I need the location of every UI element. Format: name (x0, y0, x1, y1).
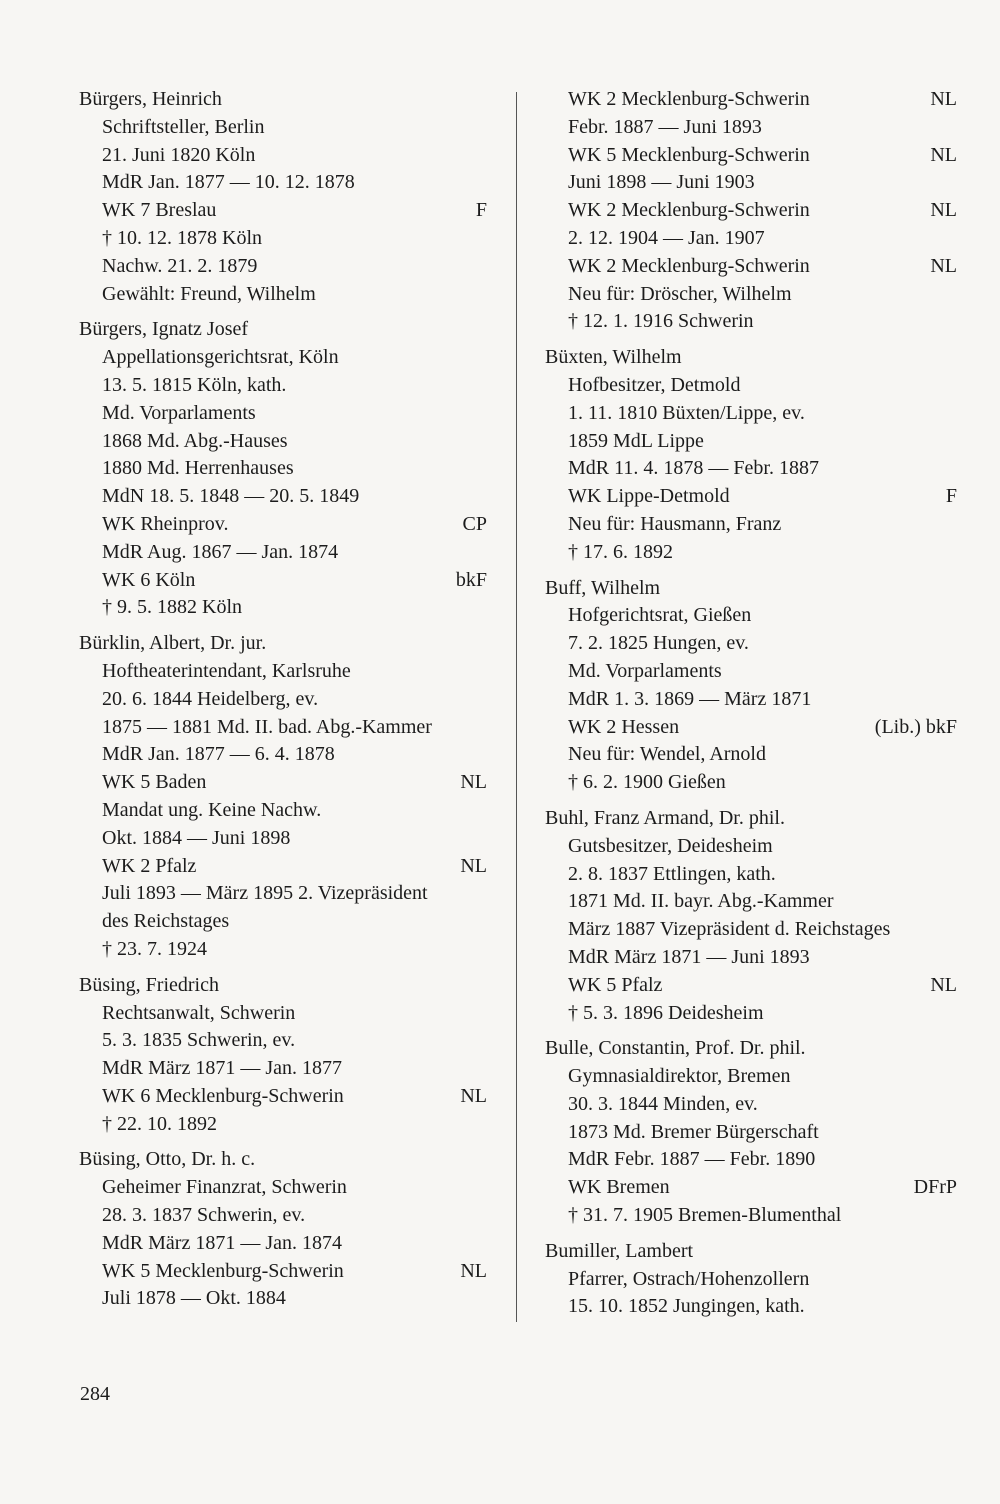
entry-line-text: MdR Jan. 1877 — 10. 12. 1878 (102, 171, 355, 194)
biography-entry (545, 1035, 957, 1230)
entry-name-text: Büsing, Friedrich (79, 973, 219, 996)
entry-line-text: Juni 1898 — Juni 1903 (568, 171, 755, 194)
entry-line-text: MdR Jan. 1877 — 6. 4. 1878 (102, 743, 335, 766)
entry-line-text: † 17. 6. 1892 (568, 540, 673, 563)
entry-line-text: † 5. 3. 1896 Deidesheim (568, 1001, 764, 1024)
entry-name (79, 86, 487, 114)
entry-line-text: Hofbesitzer, Detmold (568, 373, 741, 396)
entry-line (545, 539, 957, 567)
entry-line (545, 916, 957, 944)
entry-line-text: 1871 Md. II. bayr. Abg.-Kammer (568, 890, 834, 913)
entry-line-text: MdR März 1871 — Jan. 1877 (102, 1057, 342, 1080)
entry-line-text: † 6. 2. 1900 Gießen (568, 771, 726, 794)
entry-line-text: Gymnasialdirektor, Bremen (568, 1065, 791, 1088)
party-abbreviation: NL (930, 199, 957, 222)
entry-line-text: WK 7 Breslau (102, 199, 217, 222)
entry-line-text: † 9. 5. 1882 Köln (102, 596, 242, 619)
entry-line-text: MdR März 1871 — Jan. 1874 (102, 1231, 342, 1254)
party-abbreviation: NL (930, 88, 957, 110)
entry-line-text: 20. 6. 1844 Heidelberg, ev. (102, 687, 319, 710)
entry-line-text: 1875 — 1881 Md. II. bad. Abg.-Kammer (102, 715, 432, 738)
entry-line (545, 630, 957, 658)
entry-line (545, 253, 957, 281)
entry-name (545, 805, 957, 833)
entry-line (545, 972, 957, 1000)
entry-line (545, 114, 957, 142)
party-abbreviation: NL (460, 1084, 487, 1107)
biography-entry (79, 316, 487, 622)
entry-line-text: MdR 11. 4. 1878 — Febr. 1887 (568, 457, 819, 480)
entry-line (545, 686, 957, 714)
entry-line (545, 1063, 957, 1091)
entry-line-text: Gewählt: Freund, Wilhelm (102, 282, 316, 305)
entry-line (79, 114, 487, 142)
entry-line (79, 1202, 487, 1230)
entry-name (545, 1238, 957, 1266)
entry-line (545, 372, 957, 400)
entry-line-text: Neu für: Hausmann, Franz (568, 512, 782, 535)
entry-line (79, 455, 487, 483)
entry-line (79, 400, 487, 428)
entry-line-text: 5. 3. 1835 Schwerin, ev. (102, 1029, 296, 1052)
entry-line (79, 936, 487, 964)
biography-entry (79, 972, 487, 1139)
entry-name-text: Bürgers, Ignatz Josef (79, 318, 249, 341)
entry-line-text: 2. 8. 1837 Ettlingen, kath. (568, 862, 776, 885)
party-abbreviation: NL (930, 254, 957, 277)
entry-line-text: 1. 11. 1810 Büxten/Lippe, ev. (568, 401, 805, 424)
entry-line (545, 833, 957, 861)
entry-line-text: Okt. 1884 — Juni 1898 (102, 826, 291, 849)
entry-line (79, 511, 487, 539)
entry-line (545, 428, 957, 456)
entry-line-text: Hofgerichtsrat, Gießen (568, 604, 752, 627)
entry-line-text: MdR 1. 3. 1869 — März 1871 (568, 687, 812, 710)
biography-entry (545, 805, 957, 1027)
entry-line (545, 861, 957, 889)
entry-line-text: 1868 Md. Abg.-Hauses (102, 429, 288, 452)
entry-line (545, 1000, 957, 1028)
entry-line (545, 225, 957, 253)
entry-line (79, 1285, 487, 1313)
entry-line (545, 602, 957, 630)
entry-line (545, 1091, 957, 1119)
entry-line-text: Juli 1878 — Okt. 1884 (102, 1287, 286, 1310)
entry-name-text: Bürgers, Heinrich (79, 88, 222, 110)
entry-line (545, 741, 957, 769)
entry-line (79, 714, 487, 742)
entry-line-text: Gutsbesitzer, Deidesheim (568, 834, 773, 857)
entry-name (545, 575, 957, 603)
entry-line (79, 142, 487, 170)
entry-line (545, 1266, 957, 1294)
entry-name-text: Buff, Wilhelm (545, 576, 661, 599)
entry-line (79, 169, 487, 197)
entry-line-text: März 1887 Vizepräsident d. Reichstages (568, 918, 891, 941)
biography-entry (545, 575, 957, 797)
entry-line (79, 483, 487, 511)
entry-line-text: MdN 18. 5. 1848 — 20. 5. 1849 (102, 485, 360, 508)
entry-line (545, 142, 957, 170)
entry-line-text: Neu für: Wendel, Arnold (568, 743, 766, 766)
entry-line-text: MdR März 1871 — Juni 1893 (568, 945, 810, 968)
entry-line (79, 853, 487, 881)
entry-line-text: 28. 3. 1837 Schwerin, ev. (102, 1204, 306, 1227)
page-number: 284 (80, 1383, 110, 1405)
entry-name (545, 1035, 957, 1063)
entry-line-text: 7. 2. 1825 Hungen, ev. (568, 632, 749, 655)
entry-line (79, 1230, 487, 1258)
entry-line (79, 1083, 487, 1111)
entry-line (79, 686, 487, 714)
entry-line-text: Appellationsgerichtsrat, Köln (102, 346, 339, 369)
entry-line-text: WK 5 Mecklenburg-Schwerin (568, 143, 810, 166)
entry-line (79, 769, 487, 797)
entry-line-text: 21. Juni 1820 Köln (102, 143, 256, 166)
entry-name (545, 344, 957, 372)
entry-line-text: 1873 Md. Bremer Bürgerschaft (568, 1120, 819, 1143)
entry-line-text: WK 2 Mecklenburg-Schwerin (568, 88, 810, 110)
entry-line (79, 1027, 487, 1055)
entry-line-text: † 31. 7. 1905 Bremen-Blumenthal (568, 1204, 842, 1227)
entry-line-text: 1880 Md. Herrenhauses (102, 457, 294, 480)
entry-line-text: 15. 10. 1852 Jungingen, kath. (568, 1295, 805, 1318)
entry-line-text: WK 2 Pfalz (102, 854, 197, 877)
entry-line-text: 30. 3. 1844 Minden, ev. (568, 1092, 758, 1115)
entry-name-text: Buhl, Franz Armand, Dr. phil. (545, 806, 785, 829)
entry-line (79, 225, 487, 253)
entry-line-text: † 12. 1. 1916 Schwerin (568, 310, 754, 333)
entry-line (79, 344, 487, 372)
entry-line-text: Md. Vorparlaments (102, 401, 256, 424)
entry-line (79, 567, 487, 595)
entry-line (79, 741, 487, 769)
entry-line (79, 428, 487, 456)
entry-line (545, 455, 957, 483)
entry-line (545, 1202, 957, 1230)
biography-entry (79, 630, 487, 964)
entry-line (79, 281, 487, 309)
entry-line (545, 658, 957, 686)
entry-line-text: 2. 12. 1904 — Jan. 1907 (568, 226, 765, 249)
entry-line (545, 714, 957, 742)
entry-line (79, 1111, 487, 1139)
party-abbreviation: NL (460, 854, 487, 877)
entry-line (79, 1174, 487, 1202)
biography-entry (545, 1238, 957, 1321)
entry-line-text: WK 2 Mecklenburg-Schwerin (568, 199, 810, 222)
party-abbreviation: NL (930, 143, 957, 166)
entry-line (79, 1258, 487, 1286)
entry-line-text: † 10. 12. 1878 Köln (102, 226, 262, 249)
entry-line (545, 769, 957, 797)
entry-line-text: WK Lippe-Detmold (568, 485, 730, 508)
entry-line-text: Schriftsteller, Berlin (102, 115, 265, 138)
party-abbreviation: bkF (455, 568, 487, 591)
entry-line (79, 880, 487, 908)
entry-name (79, 972, 487, 1000)
entry-line (79, 539, 487, 567)
entry-line-text: MdR Aug. 1867 — Jan. 1874 (102, 540, 339, 563)
entry-line-text: Md. Vorparlaments (568, 659, 722, 682)
entry-name-text: Büxten, Wilhelm (545, 346, 682, 369)
entry-line-text: WK 2 Hessen (568, 715, 680, 738)
party-abbreviation: NL (930, 973, 957, 996)
entry-line (79, 372, 487, 400)
entry-line-text: Nachw. 21. 2. 1879 (102, 254, 258, 277)
entry-line-text: Juli 1893 — März 1895 2. Vizepräsident (102, 882, 428, 905)
entry-line (79, 1055, 487, 1083)
entry-line-text: WK 5 Mecklenburg-Schwerin (102, 1259, 344, 1282)
party-abbreviation: F (945, 485, 957, 508)
entry-line (545, 1146, 957, 1174)
entry-line-text: WK 5 Baden (102, 771, 207, 794)
entry-name-text: Bulle, Constantin, Prof. Dr. phil. (545, 1037, 806, 1060)
entry-name-text: Bumiller, Lambert (545, 1239, 694, 1262)
entry-line (545, 1293, 957, 1321)
entry-line-text: Febr. 1887 — Juni 1893 (568, 115, 762, 138)
column-divider (516, 92, 517, 1322)
entry-name-text: Büsing, Otto, Dr. h. c. (79, 1148, 256, 1171)
party-abbreviation: NL (460, 771, 487, 794)
entry-line-text: WK 6 Köln (102, 568, 196, 591)
entry-line (79, 1000, 487, 1028)
entry-line (545, 483, 957, 511)
entry-line (79, 658, 487, 686)
entry-line (79, 197, 487, 225)
entry-line (545, 197, 957, 225)
party-abbreviation: (Lib.) bkF (874, 715, 957, 738)
entry-line-text: WK 6 Mecklenburg-Schwerin (102, 1084, 344, 1107)
biography-entry (79, 1146, 487, 1313)
entry-line (545, 86, 957, 114)
entry-line-text: WK Bremen (568, 1176, 670, 1199)
entry-line (545, 888, 957, 916)
entry-line (545, 169, 957, 197)
entry-line-text: † 22. 10. 1892 (102, 1112, 217, 1135)
right-column (545, 86, 957, 1329)
entry-line-text: WK Rheinprov. (102, 512, 229, 535)
entry-line-text: 13. 5. 1815 Köln, kath. (102, 373, 287, 396)
left-column (79, 86, 487, 1321)
entry-line-text: Neu für: Dröscher, Wilhelm (568, 282, 792, 305)
entry-line-text: † 23. 7. 1924 (102, 937, 207, 960)
biography-entry (545, 86, 957, 336)
entry-line-text: Geheimer Finanzrat, Schwerin (102, 1176, 347, 1199)
entry-line (545, 400, 957, 428)
party-abbreviation: F (475, 199, 487, 222)
entry-line (79, 908, 487, 936)
entry-line-text: des Reichstages (102, 910, 230, 933)
entry-line-text: Rechtsanwalt, Schwerin (102, 1001, 296, 1024)
entry-line (545, 308, 957, 336)
party-abbreviation: DFrP (913, 1176, 957, 1199)
entry-line-text: WK 2 Mecklenburg-Schwerin (568, 254, 810, 277)
entry-name (79, 630, 487, 658)
party-abbreviation: CP (462, 512, 487, 535)
party-abbreviation: NL (460, 1259, 487, 1282)
biography-entry (79, 86, 487, 308)
entry-line (545, 281, 957, 309)
entry-line (545, 511, 957, 539)
entry-name-text: Bürklin, Albert, Dr. jur. (79, 632, 267, 655)
entry-line-text: Hoftheaterintendant, Karlsruhe (102, 659, 351, 682)
entry-line-text: MdR Febr. 1887 — Febr. 1890 (568, 1148, 816, 1171)
entry-line-text: Mandat ung. Keine Nachw. (102, 798, 322, 821)
entry-name (79, 1146, 487, 1174)
entry-line-text: Pfarrer, Ostrach/Hohenzollern (568, 1267, 810, 1290)
entry-line (545, 1174, 957, 1202)
entry-line (545, 944, 957, 972)
biography-entry (545, 344, 957, 566)
entry-line (79, 825, 487, 853)
entry-line (79, 594, 487, 622)
entry-line (79, 253, 487, 281)
entry-line (545, 1119, 957, 1147)
entry-line-text: 1859 MdL Lippe (568, 429, 704, 452)
entry-line-text: WK 5 Pfalz (568, 973, 663, 996)
entry-line (79, 797, 487, 825)
entry-name (79, 316, 487, 344)
